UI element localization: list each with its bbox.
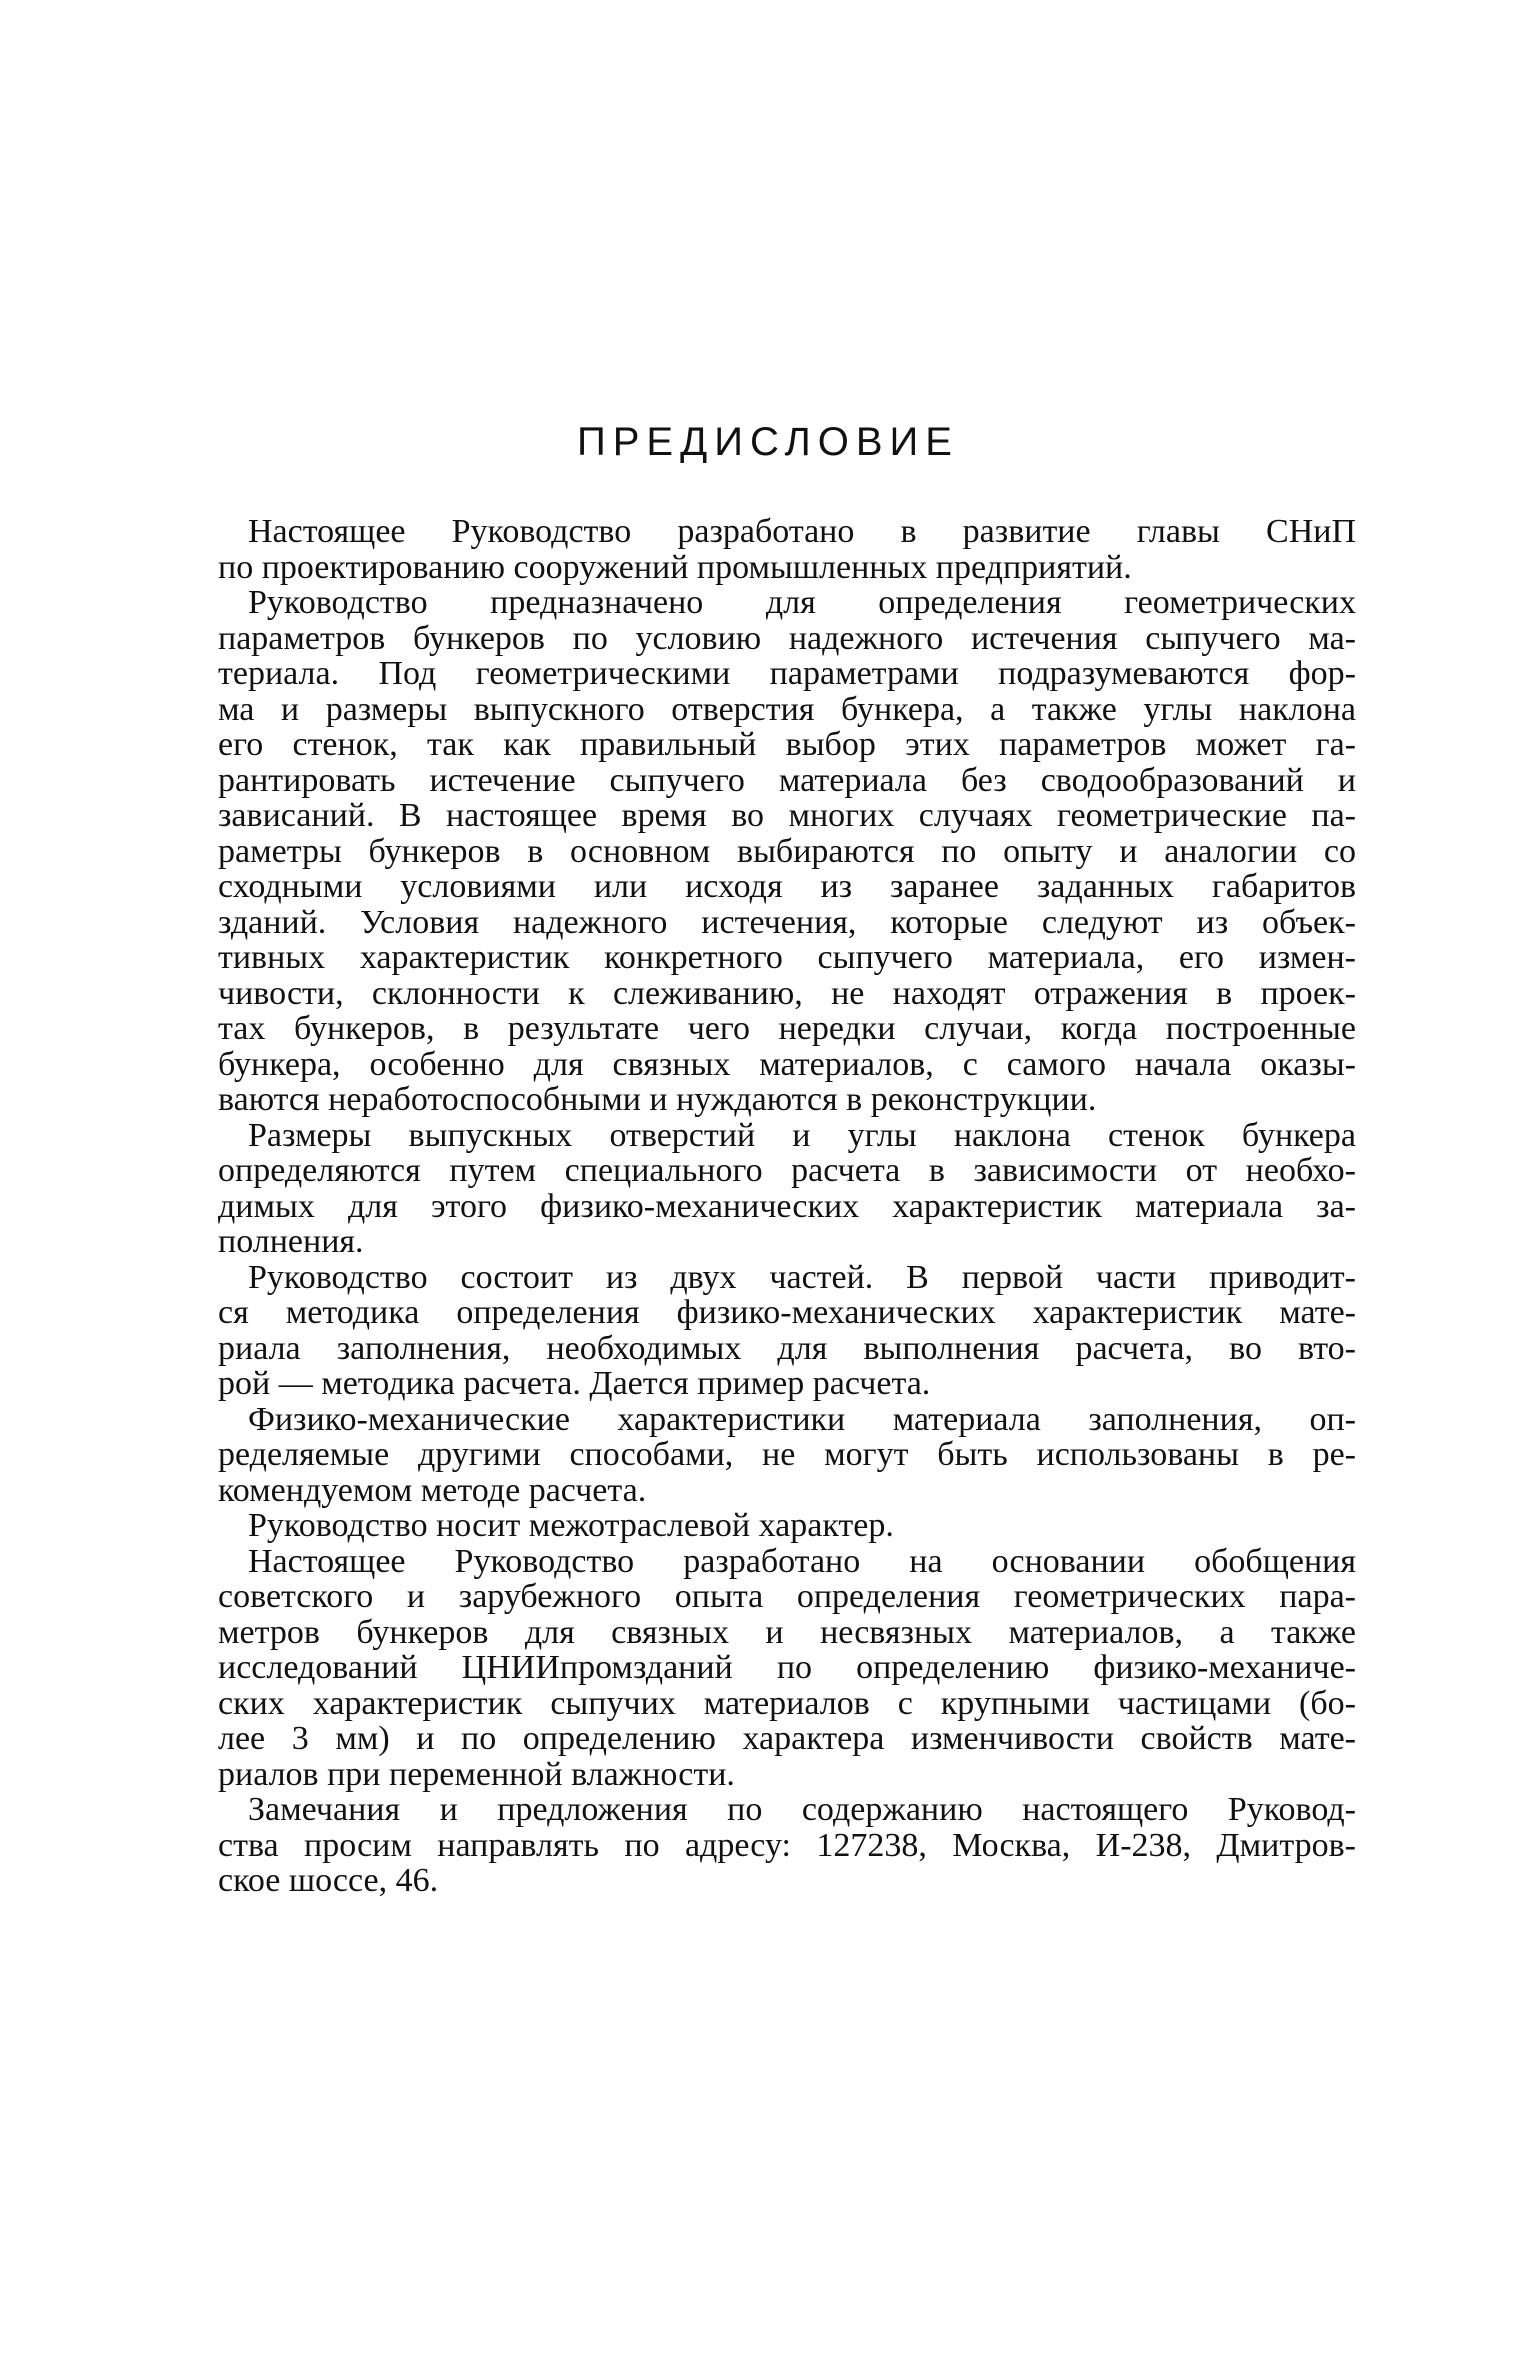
text-line: димых для этого физико-механических характеристик материала за- bbox=[218, 1187, 1356, 1225]
text-line: определяются путем специального расчета в зависимости от необхо- bbox=[218, 1152, 1356, 1189]
text-line: ства просим направлять по адресу: 127238, Москва, И-238, Дмитров- bbox=[218, 1826, 1356, 1864]
text-line: рой — методика расчета. Дается пример расчета. bbox=[218, 1365, 931, 1402]
paragraph-5 bbox=[218, 1402, 1356, 1509]
text-line: риала заполнения, необходимых для выполнения расчета, во вто- bbox=[218, 1329, 1356, 1367]
page-heading: ПРЕДИСЛОВИЕ bbox=[577, 420, 959, 464]
text-line: Физико-механические характеристики материала заполнения, оп- bbox=[248, 1400, 1356, 1438]
text-line: рантировать истечение сыпучего материала без сводообразований и bbox=[218, 761, 1356, 799]
text-line: ваются неработоспособными и нуждаются в реконструкции. bbox=[218, 1081, 1097, 1118]
text-line: Руководство носит межотраслевой характер. bbox=[248, 1507, 894, 1544]
text-line: ся методика определения физико-механических характеристик мате- bbox=[218, 1294, 1356, 1331]
text-line: зданий. Условия надежного истечения, которые следуют из объек- bbox=[218, 903, 1356, 941]
paragraph-3 bbox=[218, 1118, 1356, 1260]
text-line: сходными условиями или исходя из заранее заданных габаритов bbox=[218, 868, 1356, 905]
text-line: его стенок, так как правильный выбор этих параметров может га- bbox=[218, 726, 1356, 763]
text-line: советского и зарубежного опыта определения геометрических пара- bbox=[218, 1578, 1356, 1615]
text-line: бункера, особенно для связных материалов, с самого начала оказы- bbox=[218, 1045, 1356, 1083]
text-line: ределяемые другими способами, не могут быть использованы в ре- bbox=[218, 1436, 1356, 1473]
text-line: чивости, склонности к слеживанию, не находят отражения в проек- bbox=[218, 974, 1356, 1012]
text-line: тах бункеров, в результате чего нередки случаи, когда построенные bbox=[218, 1010, 1356, 1047]
paragraph-4 bbox=[218, 1260, 1356, 1402]
text-line: Размеры выпускных отверстий и углы наклона стенок бункера bbox=[248, 1116, 1356, 1154]
preface-body bbox=[218, 514, 1356, 1899]
paragraph-7 bbox=[218, 1544, 1356, 1793]
text-line: раметры бункеров в основном выбираются по опыту и аналогии со bbox=[218, 832, 1356, 870]
text-line: ма и размеры выпускного отверстия бункера, а также углы наклона bbox=[218, 690, 1356, 728]
text-line: Настоящее Руководство разработано на основании обобщения bbox=[248, 1542, 1356, 1580]
text-line: риалов при переменной влажности. bbox=[218, 1755, 735, 1793]
text-line: метров бункеров для связных и несвязных материалов, а также bbox=[218, 1613, 1356, 1651]
text-line: Руководство состоит из двух частей. В первой части приводит- bbox=[248, 1258, 1356, 1296]
text-line: Руководство предназначено для определения геометрических bbox=[248, 584, 1356, 621]
text-line: териала. Под геометрическими параметрами подразумеваются фор- bbox=[218, 655, 1356, 692]
text-line: исследований ЦНИИпромзданий по определению физико-механиче- bbox=[218, 1649, 1356, 1686]
paragraph-6 bbox=[218, 1508, 1356, 1544]
paragraph-1 bbox=[218, 514, 1356, 585]
text-line: параметров бункеров по условию надежного истечения сыпучего ма- bbox=[218, 619, 1356, 657]
paragraph-8 bbox=[218, 1792, 1356, 1899]
text-line: тивных характеристик конкретного сыпучего материала, его измен- bbox=[218, 939, 1356, 976]
text-line: ское шоссе, 46. bbox=[218, 1862, 439, 1899]
text-line: ских характеристик сыпучих материалов с крупными частицами (бо- bbox=[218, 1684, 1356, 1722]
text-line: полнения. bbox=[218, 1223, 364, 1260]
text-line: Замечания и предложения по содержанию настоящего Руковод- bbox=[248, 1791, 1356, 1828]
text-line: лее 3 мм) и по определению характера изменчивости свойств мате- bbox=[218, 1720, 1356, 1757]
text-line: по проектированию сооружений промышленных предприятий. bbox=[218, 548, 1132, 586]
paragraph-2 bbox=[218, 585, 1356, 1118]
text-line: зависаний. В настоящее время во многих случаях геометрические па- bbox=[218, 797, 1356, 834]
text-line: комендуемом методе расчета. bbox=[218, 1471, 647, 1509]
text-line: Настоящее Руководство разработано в развитие главы СНиП bbox=[248, 513, 1356, 550]
